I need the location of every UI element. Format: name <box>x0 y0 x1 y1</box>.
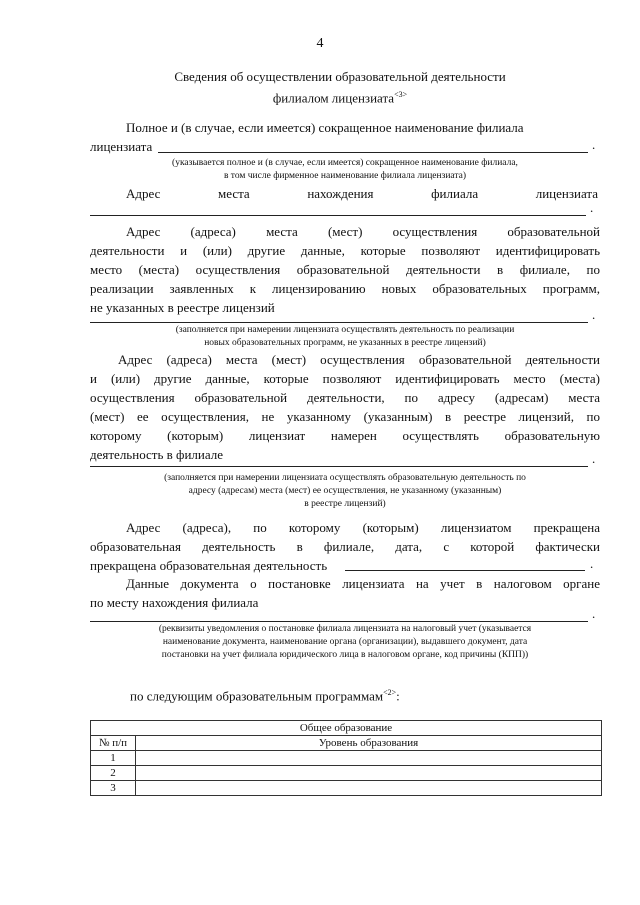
note-new-programs: (заполняется при намерении лицензиата осуществлять деятельность по реализации новых образовательных программ, не указанных в реестре лицензий) <box>175 325 515 348</box>
table-row: 1 <box>91 751 602 766</box>
new-programs-address-paragraph: Адрес (адреса) места (мест) осуществления образовательной деятельности и (или) другие данные, которые позволяют идентифицировать место (места) осуществления образовательной деятельности в филиале, по реализации заявленных к лицензированию новых образовательных программ, не указанных в реестре лицензий <box>90 224 600 315</box>
footnote-ref-2: <2> <box>383 688 397 697</box>
table-header-row <box>91 736 602 751</box>
note-unlisted-address: (заполняется при намерении лицензиата осуществлять образовательную деятельность по адресу (адресам) места (мест) ее осуществления, не указанному (указанным) в реестре лицензий) <box>164 473 526 509</box>
tax-registration-blank[interactable] <box>90 621 588 622</box>
new-programs-address-blank[interactable] <box>90 322 588 323</box>
education-level-cell[interactable] <box>136 766 602 781</box>
education-level-cell[interactable] <box>136 781 602 796</box>
title-line-1: Сведения об осуществлении образовательной деятельности <box>174 69 506 84</box>
unlisted-address-paragraph: Адрес (адреса) места (мест) осуществления образовательной деятельности и (или) другие данные, которые позволяют идентифицировать место (места) осуществления образовательной деятельности, по адресу (адресам) места (мест) ее осуществления, не указанному (указанным) в реестре лицензий, по которому (которым) лицензиат намерен осуществлять образовательную деятельность в филиале <box>90 352 600 462</box>
section-title <box>80 68 600 107</box>
header-row-number: № п/п <box>91 736 136 751</box>
document-page: 4 Сведения об осуществлении образовательной деятельности филиалом лицензиата$^{<3>}$ Полное и (в случае, если имеется) сокращенное наименование филиала лицензиата . (указывается полное и (в случае, если имеется) сокращенное наименование филиала, в том числе фирменное наименование филиала лицензиата) Адрес места нахождения филиала лицензиата . Адрес (адреса) места (мест) осуществления образовательной деятельности и (или) другие данные, которые позволяют идентифицировать место (места) осуществления образовательной деятельности в филиале, по реализации заявленных к лицензированию новых образовательных программ, не указанных в реестре лицензий . (заполняется при намерении лицензиата осуществлять деятельность по реализации новых образовательных программ, не указанных в реестре лицензий) Адрес (адреса) места (мест) осуществления образовательной деятельности и (или) другие данные, которые позволяют идентифицировать место (места) осуществления образовательной деятельности, по адресу (адресам) места (мест) ее осуществления, не указанному (указанным) в реестре лицензий, по которому (которым) лицензиат намерен осуществлять образовательную деятельность в филиале . (заполняется при намерении лицензиата осуществлять образовательную деятельность по адресу (адресам) места (мест) ее осуществления, не указанному (указанным) в реестре лицензий) Адрес (адреса), по которому (которым) лицензиатом прекращена образовательная деятельность в филиале, дата, с которой фактически прекращена образовательная деятельность . Данные документа о постановке лицензиата на учет в налоговом органе по месту нахождения филиала . (реквизиты уведомления о постановке филиала лицензиата на налоговый учет (указывается наименование документа, наименование органа (организации), выдавшего документ, дата постановки на учет филиала юридического лица в налоговом органе, код причины (КПП)) по следующим образовательным программам$^{<2>}$: Общее образование № п/п Уровень образования 1 2 3 <box>0 0 640 905</box>
branch-name-blank[interactable] <box>158 152 588 153</box>
education-level-cell[interactable] <box>136 751 602 766</box>
header-education-level: Уровень образования <box>136 736 602 751</box>
table-header-row <box>91 721 602 736</box>
table-row: 2 <box>91 766 602 781</box>
programs-label: по следующим образовательным программам$^{<2>}$: <box>130 688 400 704</box>
note-tax-registration: (реквизиты уведомления о постановке филиала лицензиата на налоговый учет (указывается наименование документа, наименование органа (организации), выдавшего документ, дата постановки на учет филиала юридического лица в налоговом органе, код причины (КПП)) <box>158 624 532 660</box>
branch-address-blank[interactable] <box>90 215 586 216</box>
programs-table <box>90 720 602 796</box>
unlisted-address-blank[interactable] <box>90 466 588 467</box>
note-branch-name: (указывается полное и (в случае, если имеется) сокращенное наименование филиала, в том числе фирменное наименование филиала лицензиата) <box>172 158 518 181</box>
tax-registration-paragraph: Данные документа о постановке лицензиата на учет в налоговом органе по месту нахождения филиала <box>90 576 600 610</box>
page-number: 4 <box>316 36 324 51</box>
footnote-ref-3: <3> <box>394 90 408 99</box>
branch-name-line: лицензиата <box>90 139 153 154</box>
title-line-2: филиалом лицензиата$^{<3>}$ <box>272 90 408 106</box>
table-row: 3 <box>91 781 602 796</box>
branch-name-paragraph: Полное и (в случае, если имеется) сокращенное наименование филиала <box>126 120 524 135</box>
terminated-date-blank[interactable] <box>345 570 585 571</box>
terminated-address-paragraph: Адрес (адреса), по которому (которым) лицензиатом прекращена образовательная деятельность в филиале, дата, с которой фактически прекращена образовательная деятельность <box>90 520 600 573</box>
header-general-education: Общее образование <box>91 721 602 736</box>
branch-address-heading: Адрес места нахождения филиала лицензиата <box>126 186 598 201</box>
